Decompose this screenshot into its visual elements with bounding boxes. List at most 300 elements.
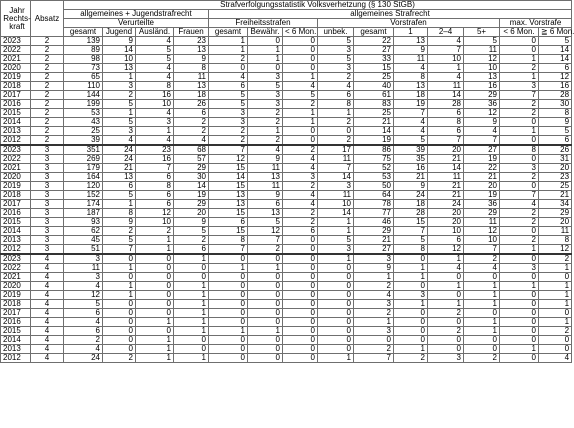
value-cell: 21 bbox=[464, 173, 500, 182]
value-cell: 2 bbox=[248, 136, 283, 146]
value-cell: 50 bbox=[354, 182, 394, 191]
freiheitsstrafen-header: Freiheitsstrafen bbox=[209, 19, 318, 28]
value-cell: 5 bbox=[209, 91, 248, 100]
value-cell: 2 bbox=[283, 218, 318, 227]
value-cell: 0 bbox=[464, 336, 500, 345]
value-cell: 89 bbox=[64, 46, 103, 55]
value-cell: 68 bbox=[174, 145, 209, 155]
value-cell: 19 bbox=[464, 191, 500, 200]
value-cell: 10 bbox=[464, 64, 500, 73]
value-cell: 2 bbox=[248, 109, 283, 118]
value-cell: 0 bbox=[500, 291, 539, 300]
value-cell: 16 bbox=[464, 82, 500, 91]
value-cell: 43 bbox=[64, 118, 103, 127]
value-cell: 7 bbox=[394, 109, 428, 118]
value-cell: 61 bbox=[354, 91, 394, 100]
value-cell: 25 bbox=[354, 109, 394, 118]
value-cell: 0 bbox=[318, 336, 354, 345]
table-row bbox=[1, 254, 572, 264]
value-cell: 1 bbox=[500, 245, 539, 255]
value-cell: 6 bbox=[209, 218, 248, 227]
value-cell: 11 bbox=[64, 264, 103, 273]
value-cell: 0 bbox=[318, 264, 354, 273]
value-cell: 1 bbox=[209, 327, 248, 336]
value-cell: 2 bbox=[539, 254, 572, 264]
table-row bbox=[1, 55, 572, 64]
value-cell: 1 bbox=[394, 300, 428, 309]
value-cell: 27 bbox=[354, 245, 394, 255]
year-cell: 2013 bbox=[1, 236, 31, 245]
absatz-cell: 2 bbox=[31, 91, 64, 100]
value-cell: 1 bbox=[174, 327, 209, 336]
value-cell: 8 bbox=[209, 236, 248, 245]
value-cell: 13 bbox=[103, 173, 136, 182]
value-cell: 0 bbox=[136, 309, 174, 318]
value-cell: 2 bbox=[174, 118, 209, 127]
value-cell: 6 bbox=[539, 136, 572, 146]
value-cell: 7 bbox=[428, 136, 464, 146]
value-cell: 0 bbox=[500, 136, 539, 146]
year-cell: 2019 bbox=[1, 73, 31, 82]
value-cell: 20 bbox=[464, 182, 500, 191]
value-cell: 2 bbox=[103, 91, 136, 100]
value-cell: 24 bbox=[394, 191, 428, 200]
column-header: gesamt bbox=[354, 28, 394, 37]
value-cell: 10 bbox=[464, 236, 500, 245]
absatz-cell: 3 bbox=[31, 218, 64, 227]
column-header: < 6 Mon. bbox=[283, 28, 318, 37]
absatz-cell: 2 bbox=[31, 136, 64, 146]
value-cell: 2 bbox=[500, 173, 539, 182]
value-cell: 0 bbox=[318, 127, 354, 136]
value-cell: 0 bbox=[136, 291, 174, 300]
value-cell: 83 bbox=[354, 100, 394, 109]
value-cell: 0 bbox=[209, 345, 248, 354]
value-cell: 0 bbox=[500, 118, 539, 127]
value-cell: 0 bbox=[318, 300, 354, 309]
value-cell: 2 bbox=[500, 100, 539, 109]
value-cell: 1 bbox=[539, 300, 572, 309]
value-cell: 0 bbox=[248, 273, 283, 282]
value-cell: 0 bbox=[500, 300, 539, 309]
table-row bbox=[1, 46, 572, 55]
value-cell: 0 bbox=[103, 254, 136, 264]
value-cell: 1 bbox=[174, 300, 209, 309]
value-cell: 11 bbox=[428, 82, 464, 91]
absatz-cell: 3 bbox=[31, 200, 64, 209]
value-cell: 0 bbox=[283, 46, 318, 55]
value-cell: 20 bbox=[428, 209, 464, 218]
value-cell: 2 bbox=[174, 127, 209, 136]
value-cell: 23 bbox=[174, 37, 209, 46]
value-cell: 0 bbox=[500, 336, 539, 345]
value-cell: 23 bbox=[136, 145, 174, 155]
value-cell: 0 bbox=[103, 336, 136, 345]
value-cell: 0 bbox=[136, 254, 174, 264]
absatz-cell: 4 bbox=[31, 336, 64, 345]
year-cell: 2021 bbox=[1, 273, 31, 282]
value-cell: 1 bbox=[136, 318, 174, 327]
value-cell: 1 bbox=[428, 64, 464, 73]
value-cell: 13 bbox=[248, 209, 283, 218]
column-header: Bewähr. bbox=[248, 28, 283, 37]
value-cell: 11 bbox=[318, 191, 354, 200]
value-cell: 269 bbox=[64, 155, 103, 164]
value-cell: 21 bbox=[354, 118, 394, 127]
value-cell: 8 bbox=[394, 73, 428, 82]
table-row bbox=[1, 318, 572, 327]
value-cell: 5 bbox=[394, 136, 428, 146]
value-cell: 187 bbox=[64, 209, 103, 218]
value-cell: 2 bbox=[428, 309, 464, 318]
value-cell: 14 bbox=[103, 46, 136, 55]
value-cell: 3 bbox=[64, 254, 103, 264]
max-vorstrafe-header: max. Vorstrafe bbox=[500, 19, 572, 28]
value-cell: 18 bbox=[394, 200, 428, 209]
value-cell: 2 bbox=[248, 245, 283, 255]
value-cell: 2 bbox=[283, 145, 318, 155]
value-cell: 1 bbox=[500, 345, 539, 354]
value-cell: 0 bbox=[283, 354, 318, 363]
absatz-cell: 3 bbox=[31, 145, 64, 155]
value-cell: 2 bbox=[318, 73, 354, 82]
value-cell: 0 bbox=[209, 64, 248, 73]
value-cell: 0 bbox=[500, 309, 539, 318]
value-cell: 12 bbox=[428, 245, 464, 255]
value-cell: 0 bbox=[318, 282, 354, 291]
value-cell: 4 bbox=[428, 73, 464, 82]
value-cell: 0 bbox=[394, 254, 428, 264]
value-cell: 152 bbox=[64, 191, 103, 200]
value-cell: 0 bbox=[283, 245, 318, 255]
value-cell: 1 bbox=[136, 236, 174, 245]
value-cell: 1 bbox=[248, 127, 283, 136]
value-cell: 5 bbox=[318, 55, 354, 64]
value-cell: 26 bbox=[174, 100, 209, 109]
value-cell: 1 bbox=[318, 218, 354, 227]
value-cell: 199 bbox=[64, 100, 103, 109]
group-allg-jugend-header: allgemeines + Jugendstrafrecht bbox=[64, 10, 209, 19]
value-cell: 4 bbox=[394, 118, 428, 127]
value-cell: 6 bbox=[174, 109, 209, 118]
value-cell: 0 bbox=[283, 300, 318, 309]
year-cell: 2020 bbox=[1, 282, 31, 291]
value-cell: 0 bbox=[318, 273, 354, 282]
value-cell: 3 bbox=[500, 164, 539, 173]
value-cell: 3 bbox=[318, 46, 354, 55]
value-cell: 1 bbox=[103, 291, 136, 300]
value-cell: 9 bbox=[354, 264, 394, 273]
value-cell: 5 bbox=[464, 37, 500, 46]
value-cell: 39 bbox=[394, 145, 428, 155]
value-cell: 0 bbox=[394, 309, 428, 318]
value-cell: 13 bbox=[248, 173, 283, 182]
value-cell: 0 bbox=[136, 327, 174, 336]
value-cell: 16 bbox=[539, 82, 572, 91]
value-cell: 22 bbox=[354, 37, 394, 46]
year-cell: 2021 bbox=[1, 164, 31, 173]
absatz-cell: 4 bbox=[31, 273, 64, 282]
value-cell: 86 bbox=[354, 145, 394, 155]
value-cell: 28 bbox=[394, 209, 428, 218]
value-cell: 13 bbox=[103, 64, 136, 73]
value-cell: 0 bbox=[428, 291, 464, 300]
value-cell: 2 bbox=[103, 354, 136, 363]
value-cell: 3 bbox=[500, 82, 539, 91]
value-cell: 0 bbox=[209, 336, 248, 345]
value-cell: 3 bbox=[354, 327, 394, 336]
value-cell: 46 bbox=[354, 218, 394, 227]
value-cell: 33 bbox=[354, 55, 394, 64]
value-cell: 0 bbox=[248, 336, 283, 345]
value-cell: 64 bbox=[354, 191, 394, 200]
value-cell: 0 bbox=[318, 309, 354, 318]
value-cell: 36 bbox=[464, 200, 500, 209]
value-cell: 0 bbox=[209, 318, 248, 327]
absatz-cell: 4 bbox=[31, 327, 64, 336]
year-cell: 2014 bbox=[1, 227, 31, 236]
value-cell: 0 bbox=[103, 273, 136, 282]
year-cell: 2015 bbox=[1, 109, 31, 118]
value-cell: 0 bbox=[209, 291, 248, 300]
value-cell: 7 bbox=[318, 164, 354, 173]
value-cell: 3 bbox=[318, 245, 354, 255]
value-cell: 9 bbox=[464, 118, 500, 127]
value-cell: 8 bbox=[103, 209, 136, 218]
value-cell: 14 bbox=[539, 55, 572, 64]
value-cell: 6 bbox=[248, 200, 283, 209]
value-cell: 179 bbox=[64, 164, 103, 173]
value-cell: 8 bbox=[500, 145, 539, 155]
column-header: Frauen bbox=[174, 28, 209, 37]
table-row bbox=[1, 245, 572, 255]
value-cell: 4 bbox=[136, 136, 174, 146]
value-cell: 4 bbox=[283, 164, 318, 173]
value-cell: 4 bbox=[394, 64, 428, 73]
value-cell: 1 bbox=[248, 264, 283, 273]
value-cell: 29 bbox=[464, 209, 500, 218]
value-cell: 0 bbox=[136, 264, 174, 273]
value-cell: 6 bbox=[64, 309, 103, 318]
value-cell: 0 bbox=[354, 336, 394, 345]
table-row bbox=[1, 236, 572, 245]
table-row bbox=[1, 273, 572, 282]
value-cell: 16 bbox=[136, 155, 174, 164]
value-cell: 7 bbox=[209, 145, 248, 155]
value-cell: 8 bbox=[136, 82, 174, 91]
value-cell: 12 bbox=[248, 227, 283, 236]
value-cell: 6 bbox=[136, 173, 174, 182]
value-cell: 7 bbox=[464, 136, 500, 146]
value-cell: 7 bbox=[428, 46, 464, 55]
value-cell: 1 bbox=[283, 118, 318, 127]
absatz-cell: 2 bbox=[31, 109, 64, 118]
value-cell: 0 bbox=[136, 300, 174, 309]
value-cell: 12 bbox=[64, 291, 103, 300]
verurteilte-header: Verurteilte bbox=[64, 19, 209, 28]
value-cell: 2 bbox=[318, 118, 354, 127]
value-cell: 9 bbox=[103, 37, 136, 46]
value-cell: 1 bbox=[464, 318, 500, 327]
value-cell: 139 bbox=[64, 37, 103, 46]
value-cell: 1 bbox=[174, 282, 209, 291]
value-cell: 5 bbox=[248, 218, 283, 227]
value-cell: 25 bbox=[64, 127, 103, 136]
value-cell: 5 bbox=[248, 82, 283, 91]
value-cell: 13 bbox=[209, 191, 248, 200]
value-cell: 12 bbox=[209, 155, 248, 164]
value-cell: 0 bbox=[248, 37, 283, 46]
value-cell: 174 bbox=[64, 200, 103, 209]
value-cell: 7 bbox=[500, 91, 539, 100]
value-cell: 3 bbox=[318, 64, 354, 73]
year-cell: 2020 bbox=[1, 173, 31, 182]
value-cell: 1 bbox=[248, 46, 283, 55]
value-cell: 2 bbox=[428, 327, 464, 336]
value-cell: 93 bbox=[64, 218, 103, 227]
absatz-column-header: Absatz bbox=[31, 1, 64, 37]
table-row bbox=[1, 73, 572, 82]
value-cell: 34 bbox=[539, 200, 572, 209]
value-cell: 0 bbox=[136, 273, 174, 282]
value-cell: 4 bbox=[318, 82, 354, 91]
value-cell: 29 bbox=[354, 227, 394, 236]
value-cell: 15 bbox=[394, 218, 428, 227]
value-cell: 1 bbox=[500, 127, 539, 136]
year-cell: 2018 bbox=[1, 82, 31, 91]
year-column-header bbox=[1, 1, 31, 37]
value-cell: 26 bbox=[539, 145, 572, 155]
value-cell: 11 bbox=[464, 218, 500, 227]
year-cell: 2022 bbox=[1, 155, 31, 164]
value-cell: 2 bbox=[500, 64, 539, 73]
value-cell: 7 bbox=[248, 236, 283, 245]
absatz-cell: 3 bbox=[31, 245, 64, 255]
value-cell: 19 bbox=[464, 155, 500, 164]
value-cell: 6 bbox=[428, 236, 464, 245]
value-cell: 25 bbox=[539, 182, 572, 191]
value-cell: 25 bbox=[354, 73, 394, 82]
group-allg-header: allgemeines Strafrecht bbox=[209, 10, 572, 19]
value-cell: 1 bbox=[394, 345, 428, 354]
value-cell: 4 bbox=[283, 200, 318, 209]
table-row bbox=[1, 345, 572, 354]
value-cell: 0 bbox=[500, 37, 539, 46]
value-cell: 0 bbox=[283, 37, 318, 46]
value-cell: 4 bbox=[283, 82, 318, 91]
value-cell: 0 bbox=[136, 282, 174, 291]
value-cell: 1 bbox=[318, 354, 354, 363]
value-cell: 2 bbox=[283, 182, 318, 191]
value-cell: 7 bbox=[354, 354, 394, 363]
value-cell: 2 bbox=[354, 309, 394, 318]
value-cell: 2 bbox=[174, 236, 209, 245]
value-cell: 351 bbox=[64, 145, 103, 155]
value-cell: 5 bbox=[318, 37, 354, 46]
value-cell: 1 bbox=[464, 291, 500, 300]
value-cell: 6 bbox=[209, 82, 248, 91]
value-cell: 9 bbox=[248, 155, 283, 164]
value-cell: 5 bbox=[103, 100, 136, 109]
value-cell: 0 bbox=[318, 327, 354, 336]
value-cell: 2 bbox=[209, 55, 248, 64]
value-cell: 0 bbox=[500, 46, 539, 55]
value-cell: 24 bbox=[103, 155, 136, 164]
value-cell: 12 bbox=[464, 55, 500, 64]
value-cell: 1 bbox=[174, 354, 209, 363]
year-cell: 2013 bbox=[1, 345, 31, 354]
value-cell: 0 bbox=[174, 336, 209, 345]
value-cell: 1 bbox=[136, 336, 174, 345]
value-cell: 12 bbox=[539, 73, 572, 82]
value-cell: 0 bbox=[103, 309, 136, 318]
value-cell: 2 bbox=[500, 209, 539, 218]
value-cell: 0 bbox=[539, 345, 572, 354]
value-cell: 3 bbox=[428, 354, 464, 363]
value-cell: 2 bbox=[283, 209, 318, 218]
value-cell: 4 bbox=[136, 73, 174, 82]
value-cell: 4 bbox=[136, 37, 174, 46]
value-cell: 31 bbox=[539, 155, 572, 164]
absatz-cell: 4 bbox=[31, 309, 64, 318]
value-cell: 14 bbox=[428, 91, 464, 100]
value-cell: 0 bbox=[283, 64, 318, 73]
value-cell: 4 bbox=[64, 318, 103, 327]
year-cell: 2017 bbox=[1, 91, 31, 100]
value-cell: 5 bbox=[174, 227, 209, 236]
value-cell: 7 bbox=[394, 227, 428, 236]
value-cell: 6 bbox=[136, 200, 174, 209]
value-cell: 28 bbox=[539, 91, 572, 100]
value-cell: 1 bbox=[248, 327, 283, 336]
table-header bbox=[1, 1, 572, 37]
value-cell: 15 bbox=[209, 182, 248, 191]
column-header: < 6 Mon. bbox=[500, 28, 539, 37]
value-cell: 0 bbox=[283, 282, 318, 291]
value-cell: 3 bbox=[136, 118, 174, 127]
table-row bbox=[1, 37, 572, 46]
column-header: 5+ bbox=[464, 28, 500, 37]
value-cell: 13 bbox=[174, 46, 209, 55]
value-cell: 1 bbox=[103, 73, 136, 82]
value-cell: 0 bbox=[209, 309, 248, 318]
value-cell: 6 bbox=[174, 245, 209, 255]
year-cell: 2017 bbox=[1, 309, 31, 318]
value-cell: 0 bbox=[539, 336, 572, 345]
absatz-cell: 3 bbox=[31, 182, 64, 191]
value-cell: 0 bbox=[283, 127, 318, 136]
value-cell: 1 bbox=[539, 264, 572, 273]
value-cell: 73 bbox=[64, 64, 103, 73]
column-header: Jugend bbox=[103, 28, 136, 37]
value-cell: 10 bbox=[136, 218, 174, 227]
value-cell: 0 bbox=[103, 345, 136, 354]
value-cell: 0 bbox=[209, 254, 248, 264]
value-cell: 0 bbox=[500, 155, 539, 164]
value-cell: 0 bbox=[248, 64, 283, 73]
value-cell: 0 bbox=[174, 273, 209, 282]
value-cell: 3 bbox=[283, 173, 318, 182]
value-cell: 8 bbox=[539, 109, 572, 118]
absatz-cell: 3 bbox=[31, 227, 64, 236]
year-header-label: Jahr Rechts-kraft bbox=[3, 5, 31, 31]
value-cell: 8 bbox=[318, 100, 354, 109]
value-cell: 9 bbox=[174, 55, 209, 64]
value-cell: 0 bbox=[464, 309, 500, 318]
value-cell: 14 bbox=[318, 173, 354, 182]
value-cell: 1 bbox=[209, 37, 248, 46]
value-cell: 1 bbox=[136, 345, 174, 354]
